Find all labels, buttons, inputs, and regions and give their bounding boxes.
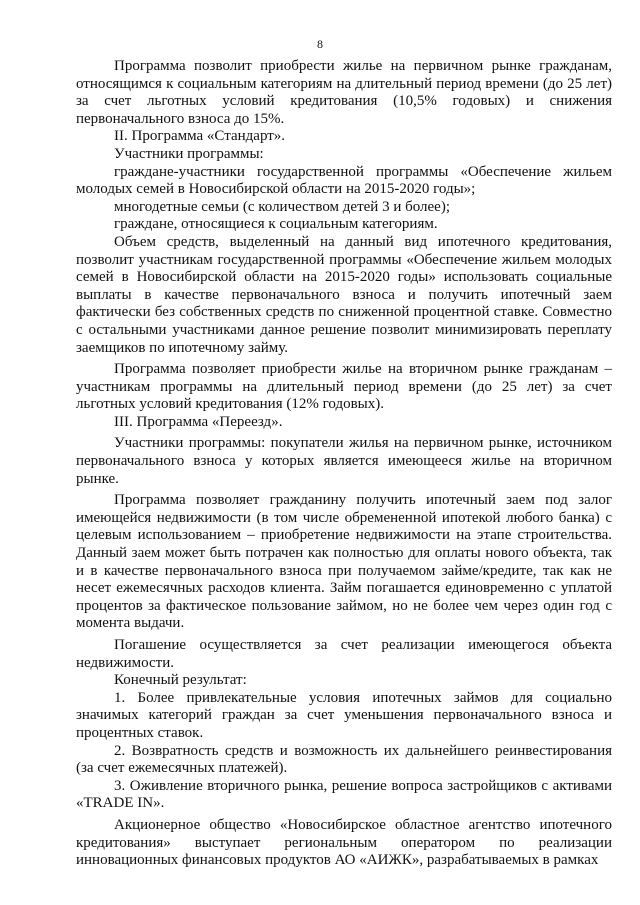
participant-item-social-categories: граждане, относящиеся к социальным категориям.	[114, 216, 438, 233]
heading-program-relocation: III. Программа «Переезд».	[114, 413, 283, 430]
result-item-2: 2. Возвратность средств и возможность их дальнейшего реинвестирования (за счет ежемесячных платежей).	[76, 742, 612, 777]
paragraph-secondary-market: Программа позволяет приобрести жилье на вторичном рынке гражданам – участникам программы на длительный период времени (до 25 лет) за счет льготных условий кредитования (12% годовых).	[76, 361, 612, 413]
result-item-1: 1. Более привлекательные условия ипотечных займов для социально значимых категорий граждан за счет уменьшения первоначального взноса и процентных ставок.	[76, 689, 612, 741]
paragraph-program-intro: Программа позволит приобрести жилье на первичном рынке гражданам, относящимся к социальным категориям на длительный период времени (до 25 лет) за счет льготных условий кредитования (10,5% годовых) и снижения первоначального взноса до 15%.	[76, 58, 612, 127]
participant-item-large-families: многодетные семьи (с количеством детей 3 и более);	[114, 198, 451, 215]
document-body	[76, 58, 612, 870]
paragraph-agency-operator: Акционерное общество «Новосибирское областное агентство ипотечного кредитования» выступает региональным оператором по реализации инновационных финансовых продуктов АО «АИЖК», разрабатываемых в рамках	[76, 816, 612, 869]
result-item-3: 3. Оживление вторичного рынка, решение вопроса застройщиков с активами «TRADE IN».	[76, 777, 612, 812]
page-number: 8	[317, 37, 323, 51]
heading-final-result: Конечный результат:	[114, 672, 247, 689]
paragraph-repayment: Погашение осуществляется за счет реализации имеющегося объекта недвижимости.	[76, 637, 612, 671]
paragraph-relocation-loan: Программа позволяет гражданину получить ипотечный заем под залог имеющейся недвижимости (в том числе обремененной ипотекой любого банка) с целевым использованием – приобретение недвижимости на этапе строительства. Данный заем может быть потрачен как полностью для оплаты нового объекта, так и в качестве первоначального взноса при получаемом займе/кредите, так как не несет ежемесячных расходов клиента. Займ погашается единовременно с уплатой процентов за фактическое пользование займом, но не более чем через один год с момента выдачи.	[76, 492, 612, 632]
participants-label: Участники программы:	[114, 145, 264, 162]
participant-item-state-program: граждане-участники государственной программы «Обеспечение жильем молодых семей в Новосибирской области на 2015-2020 годы»;	[76, 163, 612, 198]
paragraph-relocation-participants: Участники программы: покупатели жилья на первичном рынке, источником первоначального взноса у которых является имеющееся жилье на вторичном рынке.	[76, 435, 612, 487]
heading-program-standard: II. Программа «Стандарт».	[114, 128, 286, 145]
paragraph-funding-volume: Объем средств, выделенный на данный вид ипотечного кредитования, позволит участникам государственной программы «Обеспечение жильем молодых семей в Новосибирской области на 2015-2020 годы» использовать социальные выплаты в качестве первоначального взноса и получить ипотечный заем фактически без собственных средств по сниженной процентной ставке. Совместно с остальными участниками данное решение позволит минимизировать переплату заемщиков по ипотечному займу.	[76, 233, 612, 356]
